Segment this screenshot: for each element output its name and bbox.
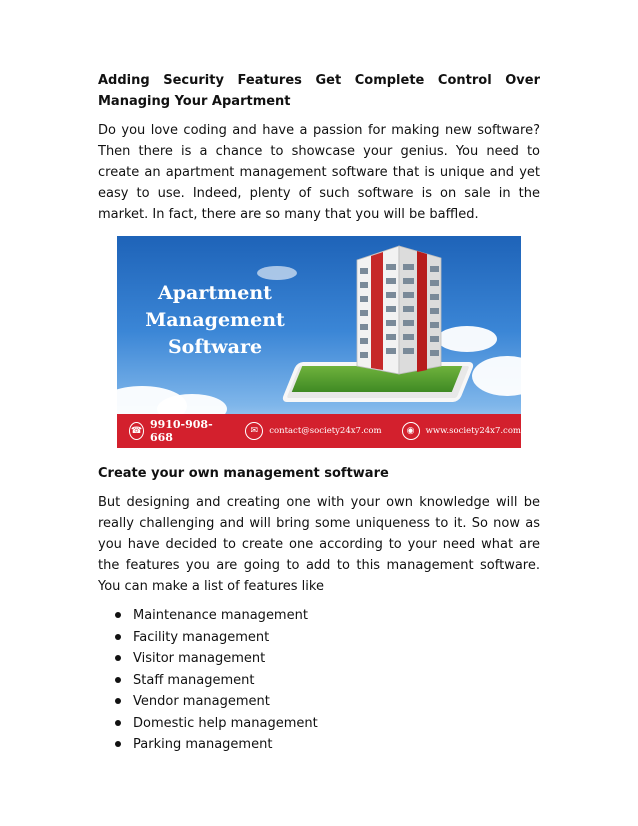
list-item-label: Visitor management [133,651,266,666]
bullet-icon [115,634,121,640]
email-contact [245,422,381,440]
cloud-shape [257,266,297,280]
bullet-icon [115,698,121,704]
website-url: www.society24x7.com [425,426,521,436]
email-address: contact@society24x7.com [269,426,382,436]
list-item-label: Domestic help management [133,715,318,731]
body-paragraph: But designing and creating one with your own knowledge will be really challenging and will bring some uniqueness to it. So now as you have decided to create one according to your need what are the features you are going to add to this management software. You can make a list of features like [98,495,540,594]
bullet-icon [115,720,121,726]
intro-paragraph: Do you love coding and have a passion for making new software? Then there is a chance to showcase your genius. You need to create an apartment management software that is unique and yet easy to use. Indeed, plenty of such software is on sale in the market. In fact, there are so many that you will be baffled. [98,123,540,222]
list-item [115,648,540,670]
banner-contact-bar [117,414,521,448]
email-icon: ✉ [245,422,263,440]
cloud-shape [472,356,521,396]
list-item-label: Vendor management [133,694,270,709]
list-item-label: Maintenance management [133,608,308,623]
section-heading-security: Adding Security Features Get Complete Control Over Managing Your Apartment [98,73,540,109]
features-list [98,605,540,756]
bullet-icon [115,677,121,683]
section-heading-create: Create your own management software [98,466,389,481]
bullet-icon [115,741,121,747]
list-item [115,605,540,627]
apartment-building-icon [337,242,457,382]
banner-title-line: Software [167,336,263,358]
list-item [115,691,540,713]
phone-icon: ☎ [129,422,144,440]
list-item-label: Parking management [133,737,273,752]
banner-title-line: Apartment [158,282,272,304]
bullet-icon [115,612,121,618]
list-item-label: Facility management [133,629,270,645]
phone-number: 9910-908-668 [149,418,213,444]
list-item [115,627,540,649]
list-item [115,713,540,735]
globe-icon: ◉ [402,422,420,440]
list-item [115,670,540,692]
phone-contact [129,418,219,444]
list-item-label: Staff management [133,672,255,688]
list-item [115,734,540,756]
document-content [98,70,540,756]
apartment-software-banner [117,236,521,448]
banner-title-line: Management [145,309,285,331]
banner-title [137,280,293,361]
bullet-icon [115,655,121,661]
website-contact [402,422,521,440]
